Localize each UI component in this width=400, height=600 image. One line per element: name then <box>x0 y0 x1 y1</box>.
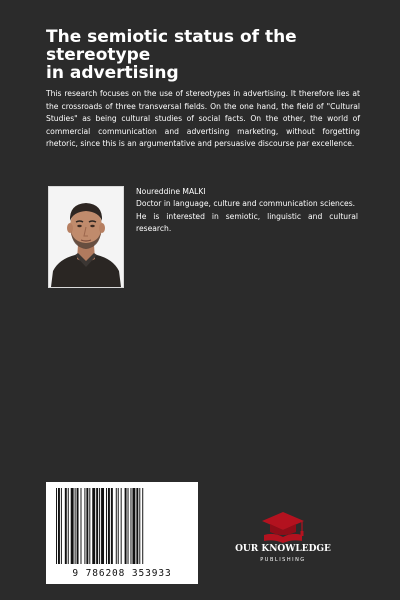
barcode-bar <box>81 488 82 564</box>
isbn-number: 9 786208 353933 <box>72 568 172 579</box>
author-photo <box>48 186 124 288</box>
author-portrait-icon <box>49 187 123 287</box>
barcode-bar <box>68 488 69 564</box>
barcode-bar <box>71 488 74 564</box>
barcode-bar <box>128 488 129 564</box>
isbn-barcode <box>46 482 198 584</box>
barcode-bar <box>139 488 140 564</box>
barcode-bar <box>75 488 76 564</box>
barcode-bar <box>130 488 131 564</box>
book-abstract: This research focuses on the use of stereotypes in advertising. It therefore lies at the crossroads of three transversal fields. On the one hand, the field of "Cultural Studies" as being cultural studies of social facts. On the other, the world of commercial communication and advertising marketing, without forgetting rhetoric, since this is an argumentative and persuasive discourse par excellence. <box>46 89 360 148</box>
barcode-bar <box>132 488 135 564</box>
book-title-line: The semiotic status of the <box>46 27 297 47</box>
publisher-logo <box>228 510 338 570</box>
barcode-bar <box>89 488 90 564</box>
book-title <box>46 28 366 82</box>
barcode-bar <box>61 488 62 564</box>
barcode-bar <box>136 488 138 564</box>
barcode-bar <box>111 488 113 564</box>
barcode-bar <box>125 488 127 564</box>
barcode-bar <box>106 488 107 564</box>
barcode-bar <box>118 488 119 564</box>
barcode-bars <box>46 482 198 568</box>
barcode-bar <box>116 488 117 564</box>
barcode-bar <box>121 488 122 564</box>
book-title-line: stereotype <box>46 45 151 65</box>
barcode-bar <box>99 488 100 564</box>
publisher-subtitle: PUBLISHING <box>260 557 306 563</box>
barcode-bar <box>96 488 98 564</box>
barcode-bar <box>108 488 110 564</box>
barcode-bar <box>65 488 67 564</box>
barcode-bar <box>142 488 143 564</box>
author-interests: He is interested in semiotic, linguistic and cultural research. <box>136 211 358 233</box>
author-degree: Doctor in language, culture and communication sciences. <box>136 199 356 209</box>
author-name: Noureddine MALKI <box>136 187 206 196</box>
barcode-bar <box>77 488 79 564</box>
barcode-bar <box>92 488 95 564</box>
barcode-bar <box>86 488 88 564</box>
publisher-name: OUR KNOWLEDGE <box>235 544 331 554</box>
barcode-bar <box>84 488 85 564</box>
barcode-bar <box>101 488 104 564</box>
author-info <box>136 186 358 235</box>
graduation-cap-book-icon <box>228 510 338 544</box>
book-title-line: in advertising <box>46 63 179 83</box>
barcode-bar <box>56 488 57 564</box>
barcode-bar <box>58 488 60 564</box>
